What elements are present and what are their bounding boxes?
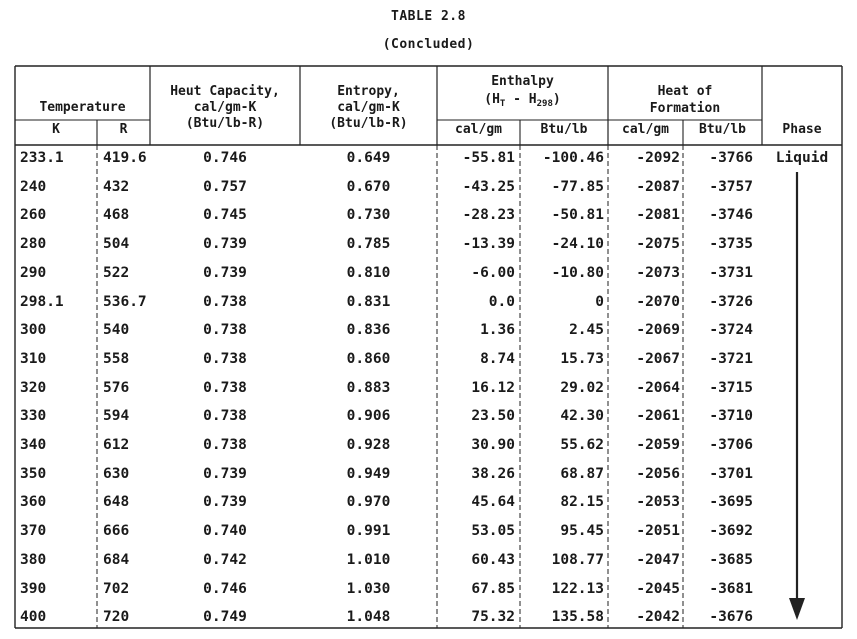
table-cell-cp: 0.738	[203, 350, 247, 367]
table-cell-cp: 0.739	[203, 264, 247, 281]
table-cell-s: 0.991	[346, 523, 391, 540]
table-cell-s: 0.810	[346, 264, 391, 281]
table-cell-f-cal: -2053	[636, 494, 680, 511]
header-heat-capacity-line2: cal/gm-K	[193, 100, 257, 115]
table-cell-h-btu: 108.77	[551, 551, 604, 568]
table-cell-h-cal: 23.50	[471, 408, 515, 425]
table-cell-h-btu: 42.30	[560, 408, 604, 425]
table-cell-k: 300	[20, 322, 47, 339]
table-cell-f-btu: -3692	[709, 523, 753, 540]
table-cell-k: 290	[20, 264, 47, 281]
table-cell-r: 648	[103, 494, 130, 511]
table-cell-h-btu: -100.46	[542, 150, 604, 166]
table-cell-s: 0.970	[346, 494, 391, 511]
table-cell-k: 330	[20, 408, 47, 425]
table-cell-h-btu: -50.81	[551, 207, 604, 224]
table-cell-f-cal: -2047	[636, 551, 680, 568]
header-heat-capacity-line3: (Btu/lb-R)	[185, 116, 265, 131]
table-cell-k: 370	[20, 523, 47, 540]
table-cell-r: 419.6	[103, 150, 147, 166]
table-cell-cp: 0.738	[203, 408, 247, 425]
table-cell-s: 1.010	[346, 551, 391, 568]
table-cell-r: 468	[103, 207, 130, 224]
table-cell-f-btu: -3676	[709, 609, 753, 626]
table-cell-h-btu: 29.02	[560, 379, 604, 396]
table-cell-s: 0.906	[346, 408, 391, 425]
header-formation-btu: Btu/lb	[699, 122, 746, 137]
table-cell-h-btu: 15.73	[560, 350, 604, 367]
table-cell-h-cal: -28.23	[462, 207, 515, 224]
table-cell-r: 576	[103, 379, 130, 396]
table-cell-s: 0.883	[346, 379, 391, 396]
table-cell-h-cal: 0.0	[488, 293, 515, 310]
table-cell-f-cal: -2087	[636, 178, 680, 195]
table-cell-r: 432	[103, 178, 130, 195]
table-cell-k: 380	[20, 551, 47, 568]
table-cell-f-btu: -3735	[709, 236, 753, 253]
header-r: R	[119, 122, 128, 137]
table-cell-cp: 0.745	[203, 207, 247, 224]
table-cell-r: 630	[103, 465, 130, 482]
table-cell-r: 504	[103, 236, 130, 253]
table-cell-cp: 0.738	[203, 322, 247, 339]
table-cell-h-btu: -77.85	[551, 178, 604, 195]
table-cell-s: 0.836	[346, 322, 391, 339]
table-cell-f-cal: -2070	[636, 293, 680, 310]
header-heat-of-formation-line2: Formation	[649, 101, 721, 116]
table-cell-r: 666	[103, 523, 130, 540]
header-entropy-line1: Entropy,	[337, 84, 400, 99]
header-formation-cal: cal/gm	[622, 122, 669, 137]
table-cell-k: 260	[20, 207, 47, 224]
table-cell-f-cal: -2081	[636, 207, 680, 224]
header-enthalpy-cal: cal/gm	[455, 122, 502, 137]
phase-arrow-icon	[789, 172, 805, 620]
table-title: TABLE 2.8	[391, 9, 466, 24]
table-cell-f-btu: -3724	[709, 322, 753, 339]
table-cell-f-btu: -3721	[709, 350, 753, 367]
table-cell-k: 240	[20, 178, 47, 195]
table-cell-cp: 0.738	[203, 379, 247, 396]
table-cell-cp: 0.749	[203, 609, 247, 626]
table-cell-f-cal: -2056	[636, 465, 680, 482]
table-cell-s: 0.649	[346, 150, 391, 166]
table-cell-h-btu: 95.45	[560, 523, 604, 540]
table-cell-f-btu: -3706	[709, 437, 753, 453]
table-cell-h-cal: -55.81	[462, 150, 515, 166]
table-cell-h-cal: 30.90	[471, 437, 515, 453]
header-enthalpy-line2: $(H_T - H_{298})$	[484, 92, 561, 109]
table-cell-f-btu: -3715	[709, 379, 753, 396]
table-subtitle: (Concluded)	[382, 37, 475, 52]
table-cell-s: 0.949	[346, 465, 391, 482]
table-cell-h-cal: 1.36	[480, 322, 515, 339]
table-cell-h-cal: 45.64	[471, 494, 515, 511]
table-cell-r: 594	[103, 408, 130, 425]
table-cell-f-btu: -3701	[709, 465, 753, 482]
table-cell-h-cal: 75.32	[471, 609, 515, 626]
table-cell-k: 340	[20, 437, 47, 453]
table-cell-cp: 0.738	[203, 437, 247, 453]
table-cell-f-btu: -3726	[709, 293, 753, 310]
table-cell-f-cal: -2075	[636, 236, 680, 253]
table-cell-k: 400	[20, 609, 47, 626]
table-cell-h-btu: 2.45	[569, 322, 604, 339]
table-cell-f-btu: -3766	[709, 150, 753, 166]
table-cell-cp: 0.757	[203, 178, 247, 195]
table-cell-h-btu: 135.58	[551, 609, 604, 626]
table-cell-r: 720	[103, 609, 130, 626]
table-cell-f-cal: -2045	[636, 580, 680, 597]
header-entropy-line3: (Btu/lb-R)	[329, 116, 408, 131]
table-cell-k: 390	[20, 580, 47, 597]
table-cell-k: 350	[20, 465, 47, 482]
table-cell-f-cal: -2051	[636, 523, 680, 540]
table-cell-r: 612	[103, 437, 130, 453]
table-cell-h-btu: 55.62	[560, 437, 604, 453]
table-cell-f-btu: -3681	[709, 580, 753, 597]
table-cell-h-btu: -24.10	[551, 236, 604, 253]
table-cell-cp: 0.746	[203, 580, 247, 597]
table-cell-k: 320	[20, 379, 47, 396]
header-temperature: Temperature	[39, 100, 126, 115]
table-cell-cp: 0.739	[203, 494, 247, 511]
table-cell-h-btu: 68.87	[560, 465, 604, 482]
table-cell-h-cal: 60.43	[471, 551, 515, 568]
header-enthalpy-btu: Btu/lb	[540, 122, 588, 137]
table-cell-cp: 0.738	[203, 293, 247, 310]
table-cell-s: 0.928	[346, 437, 391, 453]
table-cell-cp: 0.740	[203, 523, 247, 540]
table-cell-h-cal: 16.12	[471, 379, 515, 396]
table-cell-s: 0.831	[346, 293, 391, 310]
table-cell-k: 298.1	[20, 293, 64, 310]
table-cell-f-btu: -3710	[709, 408, 753, 425]
header-entropy-line2: cal/gm-K	[337, 100, 400, 115]
phase-value: Liquid	[775, 150, 829, 166]
header-k: K	[52, 122, 60, 137]
table-cell-f-cal: -2069	[636, 322, 680, 339]
table-cell-h-btu: 82.15	[560, 494, 604, 511]
table-cell-h-cal: -13.39	[462, 236, 515, 253]
table-cell-h-cal: 53.05	[471, 523, 515, 540]
table-cell-h-btu: -10.80	[551, 264, 604, 281]
table-cell-h-cal: 67.85	[471, 580, 515, 597]
table-cell-r: 702	[103, 580, 130, 597]
table-cell-f-cal: -2092	[636, 150, 680, 166]
table-cell-f-cal: -2064	[636, 379, 680, 396]
table-cell-f-cal: -2067	[636, 350, 680, 367]
table-cell-f-btu: -3695	[709, 494, 753, 511]
table-cell-k: 360	[20, 494, 47, 511]
table-cell-f-btu: -3731	[709, 264, 753, 281]
table-cell-s: 0.670	[346, 178, 391, 195]
table-cell-cp: 0.739	[203, 465, 247, 482]
table-cell-cp: 0.742	[203, 551, 247, 568]
table-cell-h-cal: 38.26	[471, 465, 515, 482]
table-cell-h-cal: -43.25	[462, 178, 515, 195]
table-cell-s: 0.730	[346, 207, 391, 224]
table-cell-k: 280	[20, 236, 47, 253]
table-cell-f-cal: -2059	[636, 437, 680, 453]
table-cell-r: 536.7	[103, 293, 147, 310]
table-cell-h-btu: 122.13	[551, 580, 604, 597]
table-cell-cp: 0.739	[203, 236, 247, 253]
table-cell-h-cal: -6.00	[471, 264, 515, 281]
table-cell-f-btu: -3746	[709, 207, 753, 224]
table-cell-r: 540	[103, 322, 130, 339]
header-enthalpy-line1: Enthalpy	[491, 74, 554, 89]
table-cell-k: 233.1	[20, 150, 64, 166]
table-cell-s: 0.785	[346, 236, 391, 253]
table-cell-k: 310	[20, 350, 47, 367]
table-cell-s: 1.048	[346, 609, 391, 626]
table-cell-h-cal: 8.74	[480, 350, 515, 367]
table-cell-f-cal: -2061	[636, 408, 680, 425]
table-cell-h-btu: 0	[595, 293, 604, 310]
table-cell-cp: 0.746	[203, 150, 247, 166]
table-cell-f-btu: -3757	[709, 178, 753, 195]
header-heat-of-formation-line1: Heat of	[657, 84, 713, 99]
table-cell-f-btu: -3685	[709, 551, 753, 568]
table-cell-s: 0.860	[346, 350, 391, 367]
table-cell-r: 558	[103, 350, 130, 367]
table-cell-f-cal: -2073	[636, 264, 680, 281]
header-phase: Phase	[782, 122, 822, 137]
table-cell-r: 684	[103, 551, 130, 568]
table-cell-s: 1.030	[346, 580, 391, 597]
table-cell-f-cal: -2042	[636, 609, 680, 626]
table-cell-r: 522	[103, 264, 130, 281]
header-heat-capacity-line1: Heut Capacity,	[170, 84, 280, 99]
